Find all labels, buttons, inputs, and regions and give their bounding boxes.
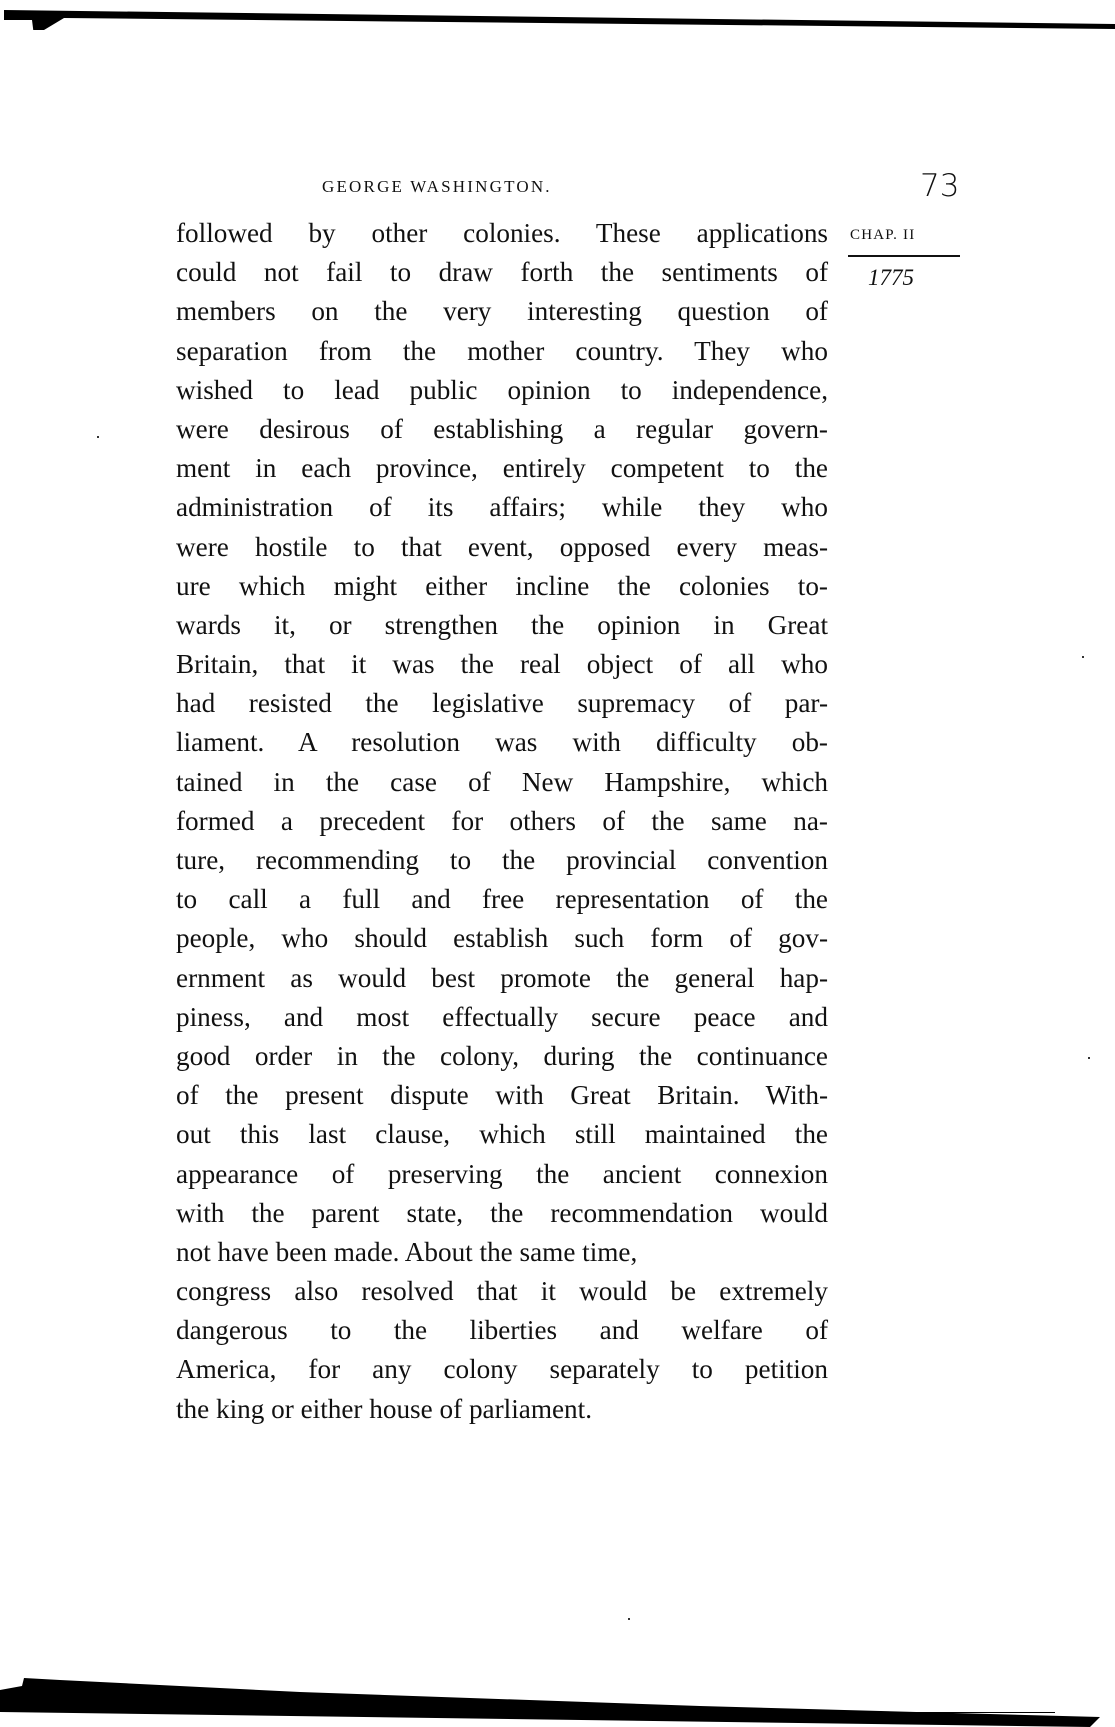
margin-divider [848, 255, 960, 257]
text-line: ment in each province, entirely competent to the [176, 453, 828, 484]
text-line: were hostile to that event, opposed every meas- [176, 531, 828, 562]
margin-chapter-label: CHAP. II [850, 227, 916, 243]
text-line: Britain, that it was the real object of all who [176, 649, 828, 680]
text-line: wards it, or strengthen the opinion in Great [176, 609, 828, 640]
text-line: to call a full and free representation of the [176, 884, 828, 915]
text-line: were desirous of establishing a regular govern- [176, 413, 828, 444]
text-line: congress also resolved that it would be extremely [176, 1276, 828, 1307]
text-line: good order in the colony, during the continuance [176, 1040, 828, 1071]
page-number: 73 [920, 168, 960, 204]
text-line: America, for any colony separately to petition [176, 1354, 828, 1385]
text-line: ture, recommending to the provincial convention [176, 845, 828, 875]
text-line: formed a precedent for others of the same na- [176, 805, 828, 836]
scan-edge-top [4, 10, 1115, 30]
text-line: ure which might either incline the colonies to- [176, 570, 828, 601]
text-line: piness, and most effectually secure peace and [176, 1001, 828, 1032]
text-line: with the parent state, the recommendation would [176, 1197, 828, 1228]
text-line: followed by other colonies. These applications [176, 218, 828, 248]
text-line: administration of its affairs; while they who [176, 492, 828, 523]
text-line: separation from the mother country. They who [176, 335, 828, 366]
text-line: dangerous to the liberties and welfare of [176, 1315, 828, 1346]
margin-year: 1775 [868, 265, 914, 290]
text-line: liament. A resolution was with difficulty ob- [176, 727, 828, 758]
body-text [176, 214, 828, 1429]
text-line: appearance of preserving the ancient connexion [176, 1158, 828, 1189]
text-line: members on the very interesting question of [176, 296, 828, 327]
text-line: ernment as would best promote the general hap- [176, 962, 828, 993]
text-line: of the present dispute with Great Britain. With- [176, 1080, 828, 1111]
text-line: had resisted the legislative supremacy of par- [176, 688, 828, 719]
text-line: people, who should establish such form of gov- [176, 923, 828, 954]
scan-edge-bottom [0, 1672, 1115, 1727]
text-line: tained in the case of New Hampshire, which [176, 766, 828, 797]
text-line: not have been made. About the same time, [176, 1236, 638, 1267]
running-head: GEORGE WASHINGTON. [322, 177, 552, 196]
text-line: could not fail to draw forth the sentiments of [176, 257, 828, 288]
text-line: the king or either house of parliament. [176, 1393, 592, 1424]
text-line: out this last clause, which still maintained the [176, 1119, 828, 1150]
text-line: wished to lead public opinion to independence, [176, 374, 828, 405]
